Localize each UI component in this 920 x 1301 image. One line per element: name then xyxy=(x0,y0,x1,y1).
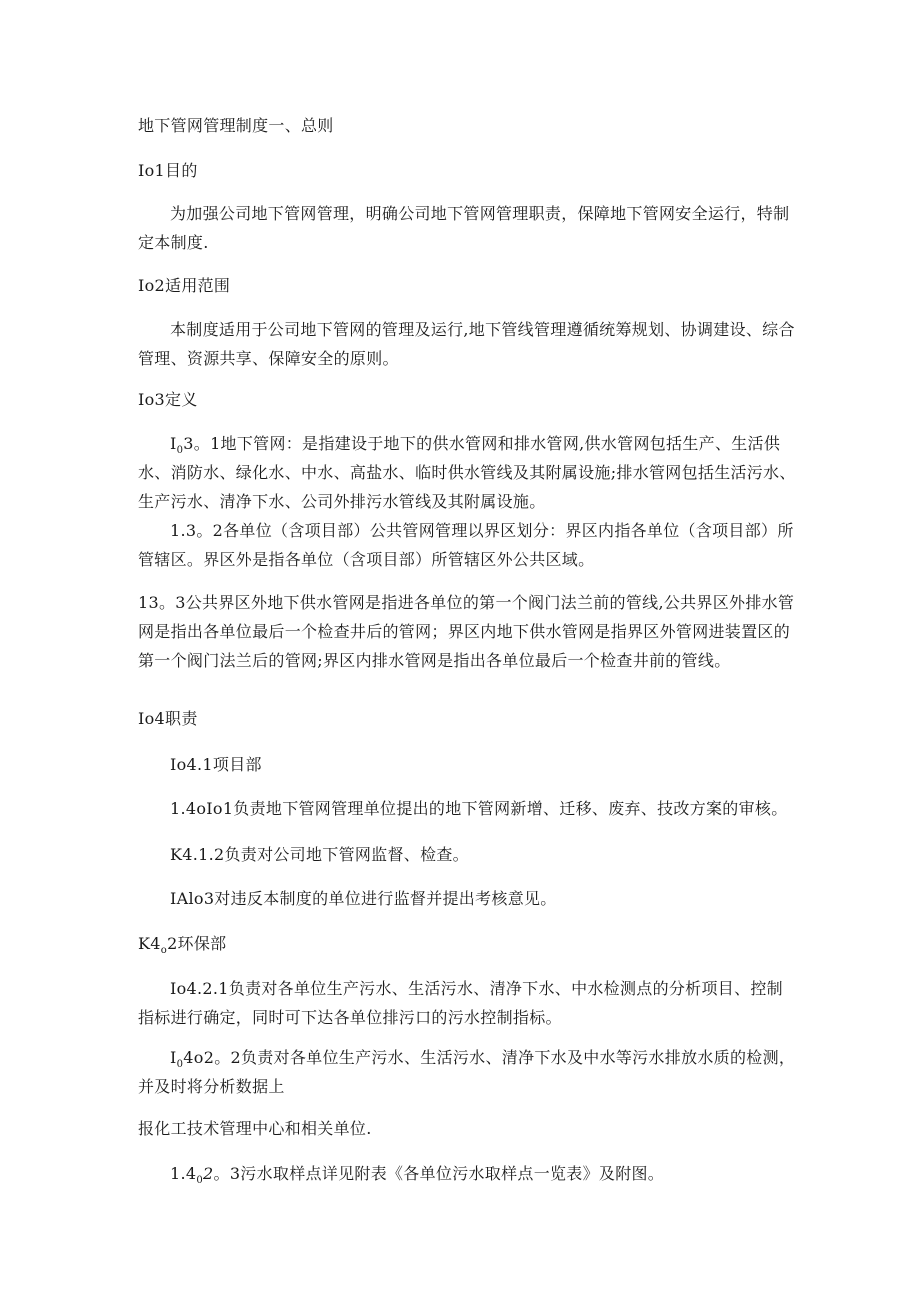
paragraph-duty-1-4-1-2: K4.1.2负责对公司地下管网监督、检查。 xyxy=(170,845,469,864)
paragraph-definition-1-3-2: 1.3。2各单位（含项目部）公共管网管理以界区划分：界区内指各单位（含项目部）所管辖区。界区外是指各单位（含项目部）所管辖区外公共区域。 xyxy=(138,521,794,569)
section-heading-scope: Io2适用范围 xyxy=(138,276,231,295)
paragraph-purpose: 为加强公司地下管网管理，明确公司地下管网管理职责，保障地下管网安全运行，特制定本制度. xyxy=(138,204,790,252)
paragraph-duty-1-4-2-1: Io4.2.1负责对各单位生产污水、生活污水、清净下水、中水检测点的分析项目、控制指标进行确定，同时可下达各单位排污口的污水控制指标。 xyxy=(138,979,783,1027)
paragraph-duty-1-4-2-2 xyxy=(138,1043,798,1101)
clause-text: 2环保部 xyxy=(167,934,227,953)
clause-number-prefix: K4 xyxy=(138,934,161,953)
section-heading-definitions: Io3定义 xyxy=(138,390,198,409)
clause-number-prefix: I xyxy=(170,434,177,453)
clause-text: 。3污水取样点详见附表《各单位污水取样点一览表》及附图。 xyxy=(213,1164,665,1183)
paragraph-duty-1-4-2-2-continued: 报化工技术管理中心和相关单位. xyxy=(138,1119,372,1138)
clause-text: 3。1地下管网：是指建设于地下的供水管网和排水管网,供水管网包括生产、生活供水、消防水、绿化水、中水、高盐水、临时供水管线及其附属设施;排水管网包括生活污水、生产污水、清净下水、公司外排污水管线及其附属设施。 xyxy=(138,434,796,511)
section-heading-duties: Io4职责 xyxy=(138,709,198,728)
clause-text: 4o2。2负责对各单位生产污水、生活污水、清净下水及中水等污水排放水质的检测，并及时将分析数据上 xyxy=(138,1048,796,1096)
subsection-heading-project-dept: Io4.1项目部 xyxy=(170,755,262,774)
paragraph-duty-1-4-1-1: 1.4oIo1负责地下管网管理单位提出的地下管网新增、迁移、废弃、技改方案的审核。 xyxy=(170,799,788,818)
clause-number-prefix: 1.4 xyxy=(170,1164,197,1183)
clause-number-italic: 2 xyxy=(203,1164,214,1183)
section-heading-purpose: Io1目的 xyxy=(138,161,198,180)
clause-number-subscript: 0 xyxy=(176,445,184,457)
paragraph-scope: 本制度适用于公司地下管网的管理及运行,地下管线管理遵循统筹规划、协调建设、综合管理、资源共享、保障安全的原则。 xyxy=(138,320,795,368)
document-title: 地下管网管理制度一、总则 xyxy=(138,116,334,135)
clause-number-subscript: 0 xyxy=(196,1175,204,1187)
clause-number-prefix: I xyxy=(170,1048,177,1067)
paragraph-definition-1-3-1 xyxy=(138,429,798,516)
clause-number-subscript: o xyxy=(160,945,168,957)
subsection-heading-env-dept xyxy=(138,929,798,958)
clause-number-subscript: 0 xyxy=(176,1059,184,1071)
paragraph-duty-1-4-1-3: IAlo3对违反本制度的单位进行监督并提出考核意见。 xyxy=(170,889,557,908)
paragraph-definition-1-3-3: 13。3公共界区外地下供水管网是指进各单位的第一个阀门法兰前的管线,公共界区外排水管网是指出各单位最后一个检查井后的管网；界区内地下供水管网是指界区外管网进装置区的第一个阀门法兰后的管网;界区内排水管网是指出各单位最后一个检查井前的管线。 xyxy=(138,593,795,670)
paragraph-duty-1-4-2-3 xyxy=(138,1159,798,1188)
